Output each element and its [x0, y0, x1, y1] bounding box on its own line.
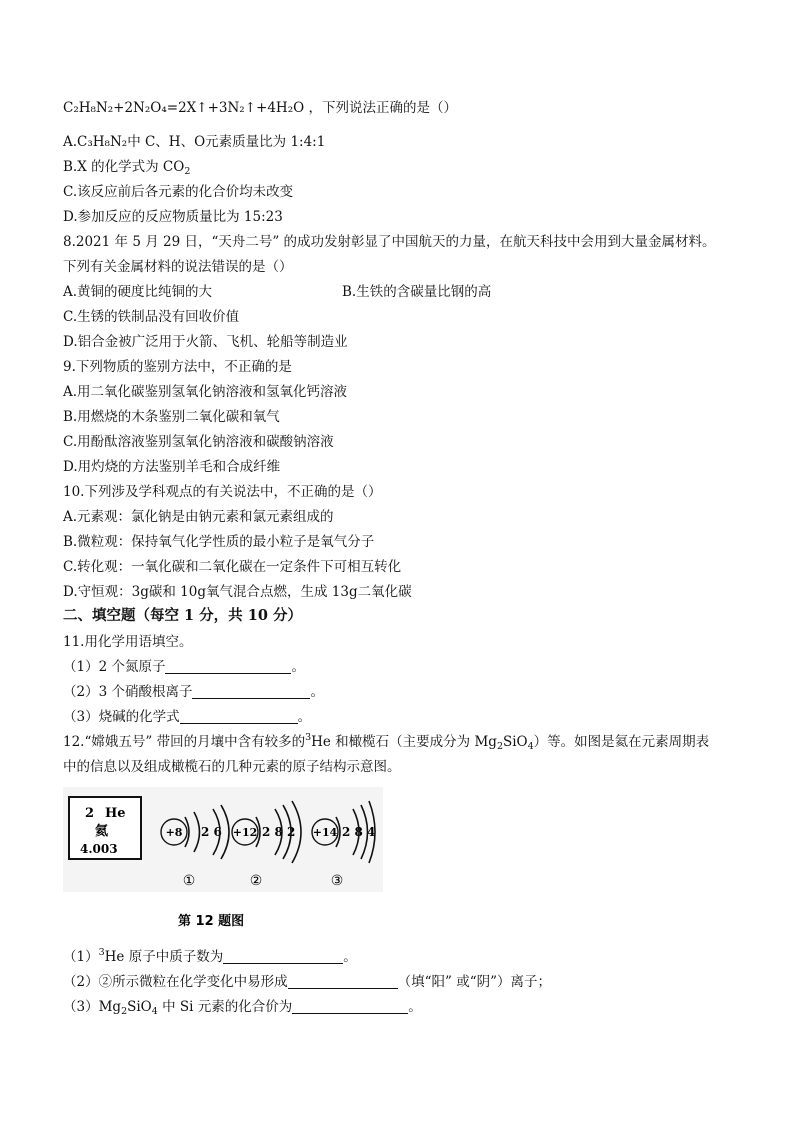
- electron-shells: 2 8 2: [262, 825, 296, 839]
- answer-blank[interactable]: [292, 1000, 408, 1014]
- q9-option-c: C.用酚酞溶液鉴别氢氧化钠溶液和碳酸钠溶液: [63, 434, 334, 450]
- nucleus-charge: +14: [312, 826, 338, 839]
- answer-blank[interactable]: [180, 710, 298, 724]
- q7-option-b: B.X 的化学式为 $CO_2$: [63, 159, 191, 177]
- q10-option-b: B.微粒观：保持氧气化学性质的最小粒子是氧气分子: [63, 534, 375, 550]
- atom-label: ①: [182, 873, 196, 889]
- q10-option-a: A.元素观：氯化钠是由钠元素和氯元素组成的: [63, 509, 334, 525]
- q8-stem-line2: 下列有关金属材料的说法错误的是（）: [63, 259, 293, 275]
- q12-sub3: $(3)Mg_2SiO_4$ 中 Si 元素的化合价为 。: [63, 999, 422, 1017]
- q12-sub2: （2）②所示微粒在化学变化中易形成 （填“阳” 或“阴”）离子；: [63, 974, 551, 990]
- q8-option-a: A.黄铜的硬度比纯铜的大: [63, 284, 213, 300]
- nucleus-charge: +8: [165, 826, 183, 839]
- reaction-equation: C₂H₈N₂+2N₂O₄=2X↑+3N₂↑+4H₂O: [63, 100, 305, 116]
- answer-blank[interactable]: [192, 685, 310, 699]
- figure-caption: 第 12 题图: [178, 914, 245, 929]
- q7-equation-line: [63, 99, 457, 117]
- q12-stem-line1: 12.“嫦娥五号” 带回的月壤中含有较多的$^3$He 和橄榄石（主要成分为 $Mg_2SiO_4$）等。如图是氦在元素周期表: [63, 732, 710, 752]
- q11-sub3: （3）烧碱的化学式 。: [63, 709, 312, 725]
- section-heading: 二、填空题（每空 1 分，共 10 分）: [63, 607, 302, 624]
- atom-label: ②: [249, 873, 263, 889]
- atom-label: ③: [330, 873, 344, 889]
- atomic-number: 2: [85, 806, 95, 821]
- q8-option-c: C.生锈的铁制品没有回收价值: [63, 309, 240, 325]
- element-name: 氦: [95, 824, 109, 839]
- electron-shells: 2 8 4: [342, 825, 376, 839]
- q7-option-a: A.C₃H₈N₂中 C、H、O元素质量比为 1:4:1: [63, 134, 326, 150]
- q9-option-d: D.用灼烧的方法鉴别羊毛和合成纤维: [63, 459, 281, 475]
- element-symbol: He: [105, 806, 126, 821]
- q9-option-a: A.用二氧化碳鉴别氢氧化钠溶液和氢氧化钙溶液: [63, 384, 348, 400]
- q10-option-d: D.守恒观：3g碳和 10g氧气混合点燃，生成 13g二氧化碳: [63, 584, 412, 600]
- q11-sub2: （2）3 个硝酸根离子 。: [63, 684, 324, 700]
- q11-stem: 11.用化学用语填空。: [63, 634, 193, 650]
- q12-sub1: $(1)^3He$ 原子中质子数为 。: [63, 947, 357, 965]
- q12-stem-line2: 中的信息以及组成橄榄石的几种元素的原子结构示意图。: [63, 759, 401, 775]
- atomic-mass: 4.003: [80, 842, 118, 856]
- answer-blank[interactable]: [165, 660, 291, 674]
- q8-option-d: D.铝合金被广泛用于火箭、飞机、轮船等制造业: [63, 334, 348, 350]
- q7-option-c: C.该反应前后各元素的化合价均未改变: [63, 184, 294, 200]
- q12-figure: [63, 787, 383, 937]
- electron-shells: 2 6: [201, 825, 222, 839]
- q10-stem: 10.下列涉及学科观点的有关说法中，不正确的是（）: [63, 484, 382, 500]
- q8-option-b: B.生铁的含碳量比钢的高: [342, 284, 492, 300]
- q10-option-c: C.转化观：一氧化碳和二氧化碳在一定条件下可相互转化: [63, 559, 402, 575]
- q7-option-d: D.参加反应的反应物质量比为 15:23: [63, 209, 283, 225]
- q9-option-b: B.用燃烧的木条鉴别二氧化碳和氧气: [63, 409, 280, 425]
- q8-stem-line1: 8.2021 年 5 月 29 日，“天舟二号” 的成功发射彰显了中国航天的力量，在航天科技中会用到大量金属材料。: [63, 234, 716, 250]
- q9-stem: 9.下列物质的鉴别方法中，不正确的是: [63, 359, 292, 375]
- q7-stem-suffix: ，下列说法正确的是（）: [308, 100, 457, 116]
- nucleus-charge: +12: [232, 826, 258, 839]
- answer-blank[interactable]: [223, 950, 343, 964]
- q11-sub1: （1）2 个氮原子 。: [63, 659, 305, 675]
- answer-blank[interactable]: [288, 975, 398, 989]
